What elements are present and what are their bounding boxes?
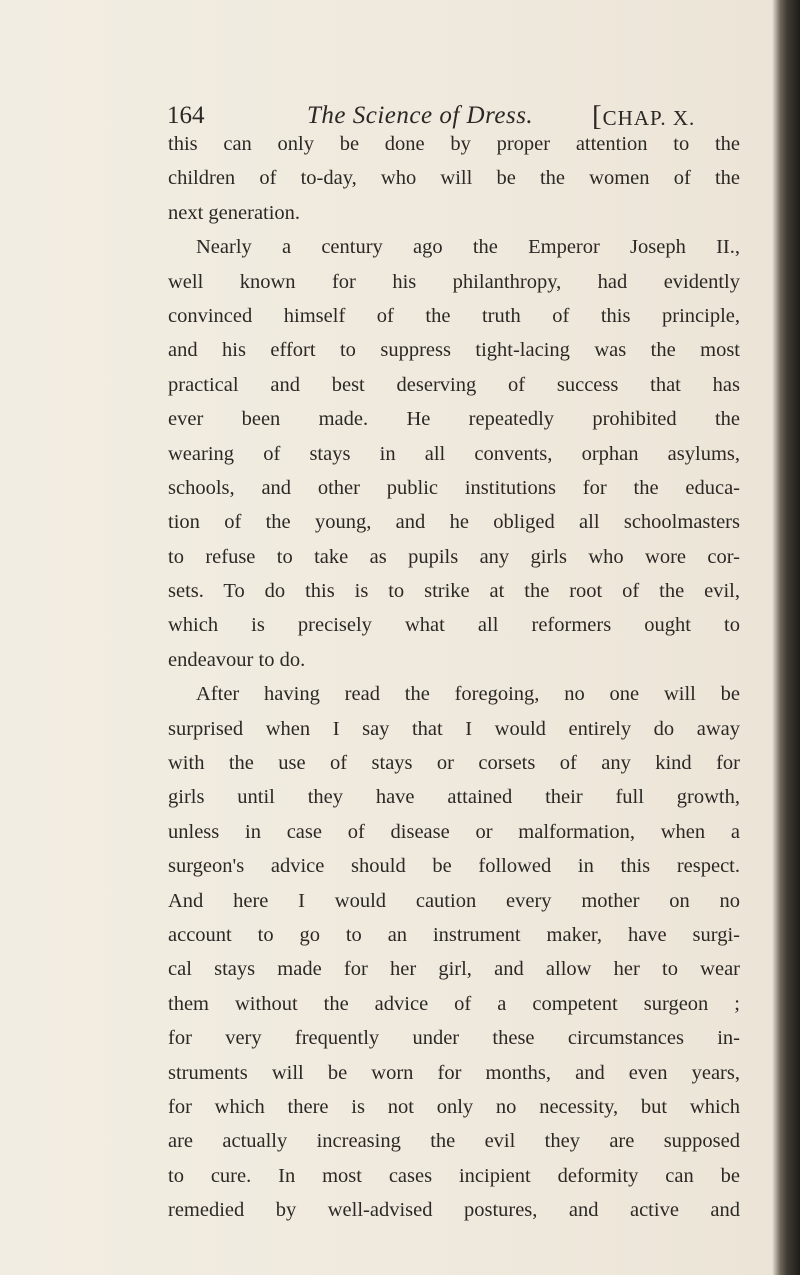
text-line: practical and best deserving of success that has: [168, 373, 740, 396]
text-line: convinced himself of the truth of this principle,: [168, 304, 740, 327]
text-line: And here I would caution every mother on no: [168, 889, 740, 912]
text-line: After having read the foregoing, no one will be: [196, 683, 740, 706]
text-line: surprised when I say that I would entirely do away: [168, 717, 740, 740]
text-line: which is precisely what all reformers ought to: [168, 614, 740, 637]
text-line: children of to-day, who will be the women of the: [168, 167, 740, 190]
chapter-label: CHAP. X.: [602, 106, 696, 130]
text-line: next generation.: [168, 201, 301, 224]
chapter-bracket: [: [592, 100, 603, 132]
text-line: wearing of stays in all convents, orphan asylums,: [168, 442, 740, 465]
page-edge-shadow: [772, 0, 800, 1275]
text-line: cal stays made for her girl, and allow her to wear: [168, 958, 740, 981]
text-line: Nearly a century ago the Emperor Joseph II.,: [196, 236, 740, 259]
text-line: to cure. In most cases incipient deformity can be: [168, 1164, 740, 1187]
text-line: account to go to an instrument maker, have surgi-: [168, 923, 740, 946]
text-line: for which there is not only no necessity, but which: [168, 1095, 740, 1118]
text-line: are actually increasing the evil they are supposed: [168, 1130, 740, 1153]
text-line: to refuse to take as pupils any girls who wore cor-: [168, 545, 740, 568]
text-line: endeavour to do.: [168, 648, 306, 671]
text-line: sets. To do this is to strike at the root of the evil,: [168, 580, 740, 603]
text-line: struments will be worn for months, and even years,: [168, 1061, 740, 1084]
text-line: with the use of stays or corsets of any kind for: [168, 752, 740, 775]
text-line: and his effort to suppress tight-lacing was the most: [168, 339, 740, 362]
text-line: girls until they have attained their full growth,: [168, 786, 740, 809]
book-title: The Science of Dress.: [307, 102, 534, 129]
text-line: surgeon's advice should be followed in this respect.: [168, 855, 740, 878]
text-line: this can only be done by proper attention to the: [168, 133, 740, 155]
text-line: unless in case of disease or malformation, when a: [168, 820, 740, 843]
text-line: ever been made. He repeatedly prohibited the: [168, 408, 740, 431]
body-text: [168, 127, 740, 1228]
text-line: remedied by well-advised postures, and active and: [168, 1199, 740, 1222]
text-line: tion of the young, and he obliged all schoolmasters: [168, 511, 740, 534]
text-line: for very frequently under these circumstances in-: [168, 1027, 740, 1050]
text-line: schools, and other public institutions for the educa-: [168, 476, 740, 499]
page-number: 164: [167, 102, 205, 129]
text-line: well known for his philanthropy, had evidently: [168, 270, 740, 293]
text-line: them without the advice of a competent surgeon ;: [168, 992, 740, 1015]
